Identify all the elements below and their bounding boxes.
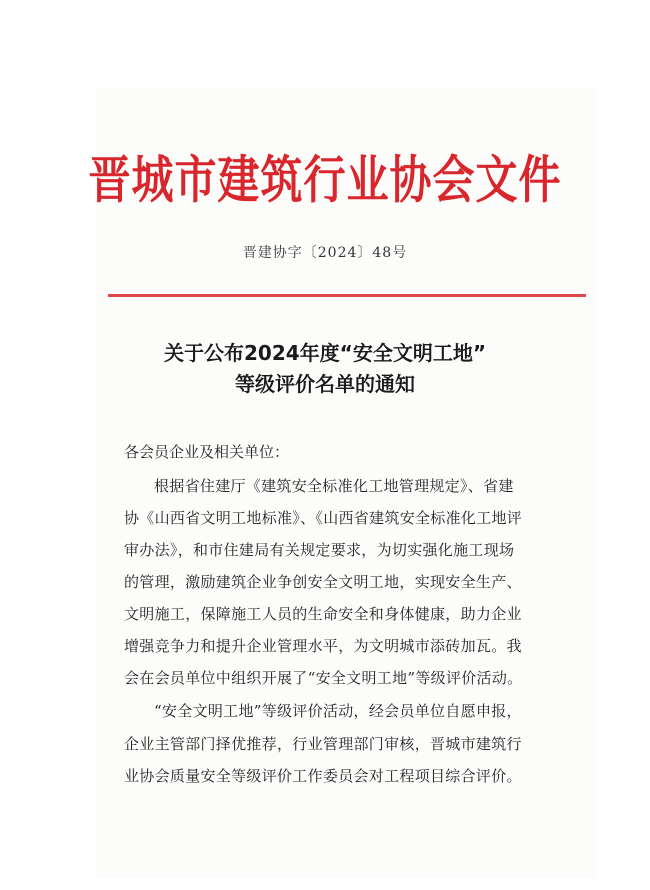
body-line: 协《山西省文明工地标准》、《山西省建筑安全标准化工地评 [124, 509, 523, 527]
body-line: “安全文明工地”等级评价活动，经会员单位自愿申报， [154, 702, 522, 720]
document-number: 晋建协字〔2024〕48号 [242, 245, 408, 261]
body-line: 审办法》，和市住建局有关规定要求，为切实强化施工现场 [124, 541, 515, 559]
body-line: 根据省住建厅《建筑安全标准化工地管理规定》、省建 [154, 477, 514, 495]
red-divider-line [108, 294, 586, 297]
body-line: 增强竞争力和提升企业管理水平，为文明城市添砖加瓦。我 [124, 637, 522, 655]
salutation: 各会员企业及相关单位： [124, 443, 290, 461]
body-line: 企业主管部门择优推荐，行业管理部门审核，晋城市建筑行 [124, 735, 522, 753]
body-line: 的管理，激励建筑企业争创安全文明工地，实现安全生产、 [124, 573, 522, 591]
body-line: 业协会质量安全等级评价工作委员会对工程项目综合评价。 [124, 767, 522, 785]
body-line: 会在会员单位中组织开展了“安全文明工地”等级评价活动。 [124, 669, 523, 687]
letterhead-title: 晋城市建筑行业协会文件 [88, 149, 562, 210]
body-line: 文明施工，保障施工人员的生命安全和身体健康，助力企业 [124, 605, 522, 623]
notice-title-line-2: 等级评价名单的通知 [235, 372, 415, 396]
notice-title-line-1: 关于公布2024年度“安全文明工地” [164, 341, 486, 365]
